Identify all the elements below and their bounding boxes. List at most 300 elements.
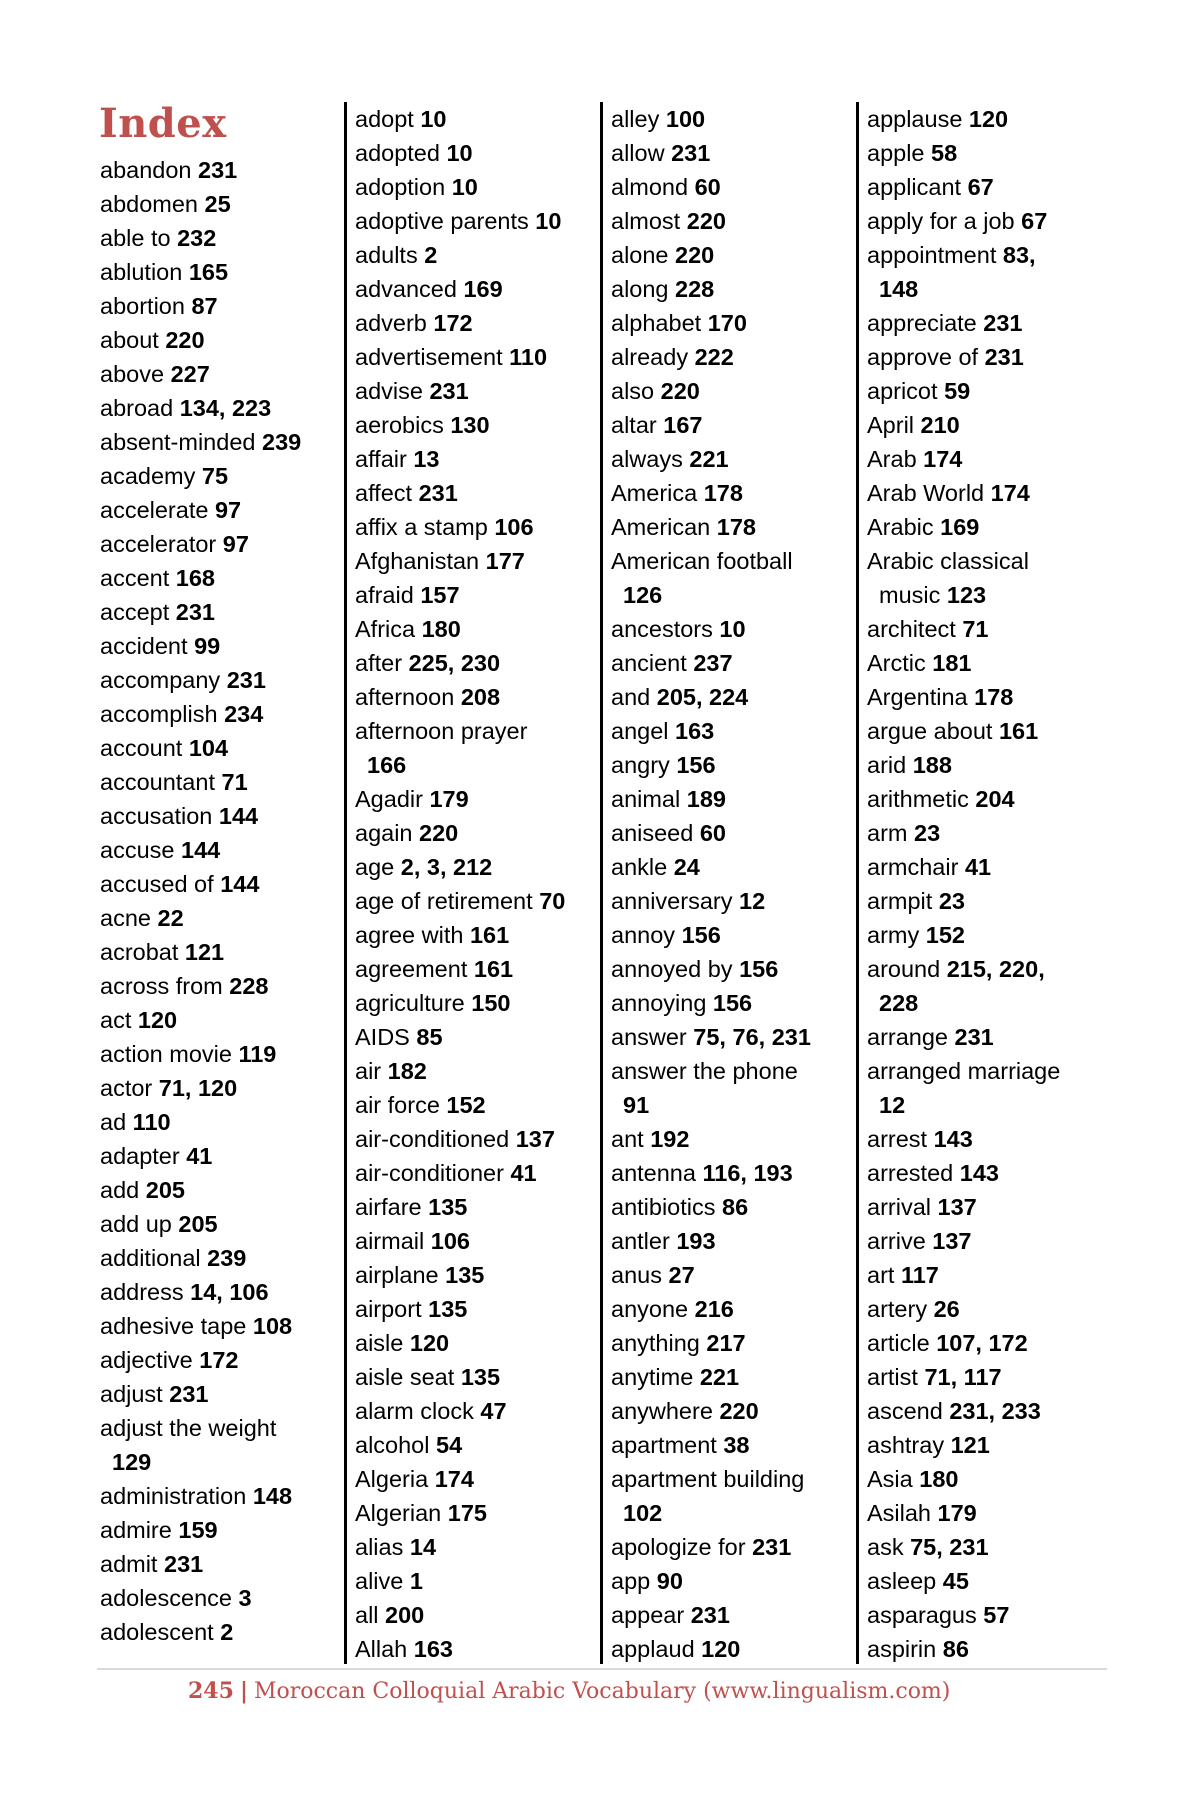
index-pages: 71, 117 — [924, 1364, 1002, 1390]
index-entry — [611, 136, 861, 170]
index-pages: 231, 233 — [949, 1398, 1041, 1424]
index-pages: 14, 106 — [190, 1279, 269, 1305]
index-term: action movie — [100, 1041, 232, 1067]
index-pages: 135 — [445, 1262, 485, 1288]
index-entry — [867, 1088, 1117, 1122]
index-term: appear — [611, 1602, 685, 1628]
index-entry — [100, 561, 335, 595]
index-entry — [100, 1513, 335, 1547]
index-pages: 26 — [933, 1296, 960, 1322]
index-term: alley — [611, 106, 660, 132]
index-pages: 178 — [716, 514, 757, 540]
index-entry — [611, 102, 861, 136]
index-term: adoption — [355, 174, 446, 200]
index-pages: 180 — [919, 1466, 959, 1492]
index-term: accompany — [100, 667, 221, 693]
index-entry — [611, 1122, 861, 1156]
index-entry — [355, 476, 605, 510]
index-entry — [611, 1088, 861, 1122]
index-pages: 215, 220, — [946, 956, 1045, 982]
index-entry — [355, 782, 605, 816]
index-term: arrive — [867, 1228, 926, 1254]
index-pages: 90 — [656, 1568, 683, 1594]
index-term: Algerian — [355, 1500, 442, 1526]
index-pages: 121 — [950, 1432, 990, 1458]
index-term-continued: music — [879, 582, 941, 608]
index-entry — [100, 833, 335, 867]
index-pages: 41 — [186, 1143, 213, 1169]
index-pages: 134, 223 — [179, 395, 272, 421]
index-pages: 120 — [409, 1330, 450, 1356]
index-term: account — [100, 735, 183, 761]
index-entry — [867, 612, 1117, 646]
index-term: actor — [100, 1075, 153, 1101]
index-entry — [867, 238, 1117, 272]
index-entry — [867, 510, 1117, 544]
index-entry — [611, 714, 861, 748]
index-entry — [355, 612, 605, 646]
index-term: adolescence — [100, 1585, 232, 1611]
index-term: ancient — [611, 650, 687, 676]
index-term: after — [355, 650, 403, 676]
index-pages: 193 — [676, 1228, 716, 1254]
index-pages: 234 — [224, 701, 264, 727]
index-term: abdomen — [100, 191, 198, 217]
index-term: antibiotics — [611, 1194, 716, 1220]
index-term: address — [100, 1279, 184, 1305]
index-term: Arabic — [867, 514, 934, 540]
index-pages: 170 — [707, 310, 747, 336]
index-term: apartment — [611, 1432, 717, 1458]
index-entry — [355, 170, 605, 204]
index-pages: 110 — [509, 344, 548, 370]
index-entry — [100, 289, 335, 323]
index-term: adverb — [355, 310, 427, 336]
index-term: admit — [100, 1551, 158, 1577]
index-entry — [100, 595, 335, 629]
index-term: asparagus — [867, 1602, 977, 1628]
index-term: armpit — [867, 888, 933, 914]
index-term: adults — [355, 242, 418, 268]
index-term: anything — [611, 1330, 700, 1356]
index-term: adjust the weight — [100, 1415, 277, 1441]
index-entry — [355, 714, 605, 748]
index-pages: 126 — [623, 582, 663, 608]
index-term: Asilah — [867, 1500, 932, 1526]
index-term: alive — [355, 1568, 404, 1594]
index-term: also — [611, 378, 655, 404]
index-term: already — [611, 344, 689, 370]
index-entry — [867, 1530, 1117, 1564]
index-pages: 86 — [942, 1636, 969, 1662]
index-pages: 205 — [145, 1177, 185, 1203]
index-term: ask — [867, 1534, 904, 1560]
index-entry — [867, 816, 1117, 850]
index-pages: 220 — [719, 1398, 759, 1424]
index-entry — [355, 1122, 605, 1156]
index-entry — [867, 1326, 1117, 1360]
index-entry — [355, 918, 605, 952]
index-term: almost — [611, 208, 681, 234]
index-pages: 10 — [719, 616, 746, 642]
index-pages: 3 — [238, 1585, 252, 1611]
index-entry — [611, 1258, 861, 1292]
index-pages: 165 — [188, 259, 229, 285]
index-pages: 130 — [450, 412, 490, 438]
index-entry — [867, 1360, 1117, 1394]
index-entry — [867, 476, 1117, 510]
index-pages: 231 — [984, 344, 1024, 370]
index-term: artist — [867, 1364, 918, 1390]
index-term: academy — [100, 463, 196, 489]
index-term: adjust — [100, 1381, 163, 1407]
index-entry — [100, 697, 335, 731]
index-entry — [611, 1224, 861, 1258]
index-entry — [611, 1326, 861, 1360]
index-pages: 179 — [937, 1500, 977, 1526]
index-entry — [867, 714, 1117, 748]
index-entry — [611, 374, 861, 408]
index-pages: 180 — [421, 616, 461, 642]
index-entry — [867, 544, 1117, 578]
index-entry — [355, 1394, 605, 1428]
index-pages: 188 — [912, 752, 952, 778]
index-term: add up — [100, 1211, 172, 1237]
index-entry — [611, 1054, 861, 1088]
index-pages: 167 — [663, 412, 703, 438]
index-pages: 102 — [623, 1500, 663, 1526]
index-pages: 231 — [198, 157, 238, 183]
index-entry — [100, 1003, 335, 1037]
index-term: American — [611, 514, 711, 540]
index-pages: 97 — [214, 497, 242, 523]
index-entry — [611, 850, 861, 884]
index-pages: 12 — [879, 1092, 906, 1118]
index-term: article — [867, 1330, 930, 1356]
index-pages: 59 — [944, 378, 971, 404]
index-pages: 159 — [178, 1517, 218, 1543]
index-pages: 12 — [739, 888, 766, 914]
index-pages: 157 — [420, 582, 460, 608]
index-term: applause — [867, 106, 963, 132]
index-term: affair — [355, 446, 407, 472]
index-entry — [355, 578, 605, 612]
index-entry — [355, 884, 605, 918]
index-entry — [100, 765, 335, 799]
index-entry — [611, 272, 861, 306]
index-pages: 38 — [723, 1432, 750, 1458]
footer-divider — [97, 1668, 1107, 1670]
index-entry — [355, 204, 605, 238]
index-entry — [100, 1377, 335, 1411]
index-term: Afghanistan — [355, 548, 480, 574]
index-entry — [100, 1037, 335, 1071]
index-entry — [100, 1207, 335, 1241]
index-pages: 232 — [177, 225, 217, 251]
index-term: accomplish — [100, 701, 218, 727]
index-term: agriculture — [355, 990, 465, 1016]
index-pages: 143 — [933, 1126, 973, 1152]
index-pages: 137 — [515, 1126, 555, 1152]
index-pages: 23 — [938, 888, 965, 914]
index-pages: 71, 120 — [158, 1075, 238, 1101]
index-entry — [100, 969, 335, 1003]
index-term: anus — [611, 1262, 662, 1288]
index-entry — [100, 493, 335, 527]
index-entry — [100, 1479, 335, 1513]
index-pages: 161 — [473, 956, 514, 982]
index-term: afraid — [355, 582, 414, 608]
index-term: adapter — [100, 1143, 180, 1169]
index-pages: 172 — [199, 1347, 239, 1373]
index-entry — [611, 578, 861, 612]
index-entry — [867, 1462, 1117, 1496]
index-pages: 120 — [701, 1636, 741, 1662]
index-entry — [867, 680, 1117, 714]
index-pages: 220 — [675, 242, 715, 268]
index-term: Algeria — [355, 1466, 429, 1492]
index-entry — [611, 204, 861, 238]
index-entry — [100, 935, 335, 969]
index-entry — [611, 1292, 861, 1326]
page-title: Index — [99, 100, 227, 147]
index-pages: 152 — [446, 1092, 486, 1118]
index-term: answer the phone — [611, 1058, 798, 1084]
index-term: all — [355, 1602, 379, 1628]
index-entry — [100, 1615, 335, 1649]
index-entry — [355, 816, 605, 850]
index-entry — [867, 1054, 1117, 1088]
index-term: alone — [611, 242, 669, 268]
index-entry — [355, 850, 605, 884]
index-term: advise — [355, 378, 423, 404]
index-pages: 135 — [460, 1364, 501, 1390]
index-entry — [867, 578, 1117, 612]
index-term: applicant — [867, 174, 962, 200]
index-pages: 86 — [722, 1194, 749, 1220]
index-entry — [100, 629, 335, 663]
index-term: arrival — [867, 1194, 931, 1220]
index-term: arrest — [867, 1126, 928, 1152]
index-term: ablution — [100, 259, 183, 285]
index-term: answer — [611, 1024, 687, 1050]
index-term: accident — [100, 633, 188, 659]
index-term: argue about — [867, 718, 993, 744]
index-term: apartment building — [611, 1466, 805, 1492]
index-term: architect — [867, 616, 956, 642]
index-entry — [611, 782, 861, 816]
index-entry — [867, 748, 1117, 782]
index-pages: 22 — [157, 905, 184, 931]
index-pages: 231 — [983, 310, 1023, 336]
index-entry — [355, 1564, 605, 1598]
index-pages: 1 — [409, 1568, 423, 1594]
index-term: army — [867, 922, 920, 948]
index-pages: 110 — [132, 1109, 171, 1135]
index-entry — [355, 544, 605, 578]
index-term: ashtray — [867, 1432, 945, 1458]
index-term: Arabic classical — [867, 548, 1029, 574]
index-pages: 163 — [675, 718, 715, 744]
index-pages: 192 — [650, 1126, 690, 1152]
index-pages: 24 — [673, 854, 700, 880]
index-pages: 106 — [430, 1228, 470, 1254]
index-entry — [100, 221, 335, 255]
index-entry — [867, 1258, 1117, 1292]
index-pages: 144 — [181, 837, 221, 863]
index-entry — [100, 1071, 335, 1105]
index-entry — [867, 272, 1117, 306]
footer-text: Moroccan Colloquial Arabic Vocabulary (www.lingualism.com) — [253, 1679, 951, 1704]
index-term: apologize for — [611, 1534, 746, 1560]
index-entry — [355, 1360, 605, 1394]
index-entry — [355, 510, 605, 544]
index-column-1 — [100, 153, 335, 1649]
index-pages: 25 — [204, 191, 231, 217]
index-term: along — [611, 276, 669, 302]
index-entry — [100, 1275, 335, 1309]
index-term: approve of — [867, 344, 979, 370]
index-term: aspirin — [867, 1636, 937, 1662]
index-term: above — [100, 361, 165, 387]
index-entry — [867, 1122, 1117, 1156]
index-entry — [355, 306, 605, 340]
index-term: afternoon prayer — [355, 718, 528, 744]
index-pages: 123 — [946, 582, 987, 608]
index-entry — [355, 1462, 605, 1496]
index-pages: 231 — [169, 1381, 209, 1407]
index-entry — [867, 1224, 1117, 1258]
index-term: and — [611, 684, 651, 710]
index-entry — [611, 1190, 861, 1224]
index-entry — [611, 476, 861, 510]
index-term: ancestors — [611, 616, 713, 642]
index-pages: 156 — [712, 990, 753, 1016]
index-pages: 99 — [194, 633, 221, 659]
index-pages: 14 — [409, 1534, 437, 1560]
index-pages: 217 — [706, 1330, 746, 1356]
index-term: arrested — [867, 1160, 954, 1186]
index-term: age — [355, 854, 395, 880]
index-entry — [100, 1411, 335, 1445]
index-term: Arctic — [867, 650, 926, 676]
index-term: administration — [100, 1483, 247, 1509]
index-pages: 83, — [1002, 242, 1036, 268]
index-entry — [867, 136, 1117, 170]
index-pages: 228 — [229, 973, 269, 999]
index-term: angry — [611, 752, 670, 778]
index-term: arrange — [867, 1024, 948, 1050]
index-term: animal — [611, 786, 681, 812]
index-entry — [867, 884, 1117, 918]
index-entry — [867, 102, 1117, 136]
index-term: absent-minded — [100, 429, 256, 455]
index-term: apricot — [867, 378, 938, 404]
index-column-2 — [355, 102, 605, 1666]
index-entry — [611, 986, 861, 1020]
index-term: April — [867, 412, 915, 438]
index-pages: 75, 231 — [910, 1534, 989, 1560]
index-term: Arab World — [867, 480, 985, 506]
index-pages: 228 — [675, 276, 715, 302]
index-entry — [867, 986, 1117, 1020]
index-pages: 161 — [469, 922, 510, 948]
index-entry — [867, 204, 1117, 238]
index-term: anyone — [611, 1296, 689, 1322]
index-term: affect — [355, 480, 413, 506]
index-entry — [100, 1445, 335, 1479]
index-pages: 91 — [623, 1092, 650, 1118]
index-pages: 10 — [451, 174, 478, 200]
index-pages: 144 — [218, 803, 259, 829]
index-term: anniversary — [611, 888, 733, 914]
index-term: annoyed by — [611, 956, 733, 982]
index-entry — [611, 1020, 861, 1054]
index-entry — [611, 306, 861, 340]
index-column-3 — [611, 102, 861, 1666]
index-pages: 210 — [920, 412, 960, 438]
index-term: anywhere — [611, 1398, 713, 1424]
index-term: armchair — [867, 854, 959, 880]
index-entry — [611, 1360, 861, 1394]
index-term: arranged marriage — [867, 1058, 1061, 1084]
index-pages: 231 — [954, 1024, 994, 1050]
index-entry — [100, 459, 335, 493]
index-term: appointment — [867, 242, 997, 268]
index-entry — [611, 918, 861, 952]
index-pages: 150 — [471, 990, 511, 1016]
index-term: app — [611, 1568, 651, 1594]
index-term: abortion — [100, 293, 185, 319]
index-pages: 156 — [739, 956, 779, 982]
index-term: aisle seat — [355, 1364, 455, 1390]
index-entry — [100, 1139, 335, 1173]
index-pages: 106 — [494, 514, 534, 540]
index-term: age of retirement — [355, 888, 533, 914]
index-entry — [611, 1598, 861, 1632]
index-term: aerobics — [355, 412, 444, 438]
index-term: antenna — [611, 1160, 696, 1186]
index-term: accent — [100, 565, 170, 591]
index-entry — [611, 646, 861, 680]
index-pages: 231 — [418, 480, 458, 506]
index-entry — [355, 986, 605, 1020]
index-pages: 120 — [137, 1007, 178, 1033]
index-pages: 239 — [262, 429, 302, 455]
index-term: apple — [867, 140, 925, 166]
index-pages: 41 — [510, 1160, 537, 1186]
index-term: across from — [100, 973, 223, 999]
index-entry — [100, 1343, 335, 1377]
index-entry — [867, 442, 1117, 476]
index-term: aisle — [355, 1330, 404, 1356]
index-entry — [100, 1105, 335, 1139]
index-pages: 204 — [975, 786, 1015, 812]
index-pages: 220 — [419, 820, 459, 846]
index-term: anytime — [611, 1364, 694, 1390]
index-entry — [355, 1258, 605, 1292]
index-term: Africa — [355, 616, 416, 642]
index-term: arithmetic — [867, 786, 969, 812]
index-pages: 135 — [428, 1194, 468, 1220]
index-term: accused of — [100, 871, 214, 897]
index-pages: 10 — [535, 208, 562, 234]
index-pages: 152 — [925, 922, 965, 948]
index-term: agree with — [355, 922, 464, 948]
index-term: advanced — [355, 276, 457, 302]
index-term: aniseed — [611, 820, 694, 846]
index-pages: 148 — [252, 1483, 293, 1509]
